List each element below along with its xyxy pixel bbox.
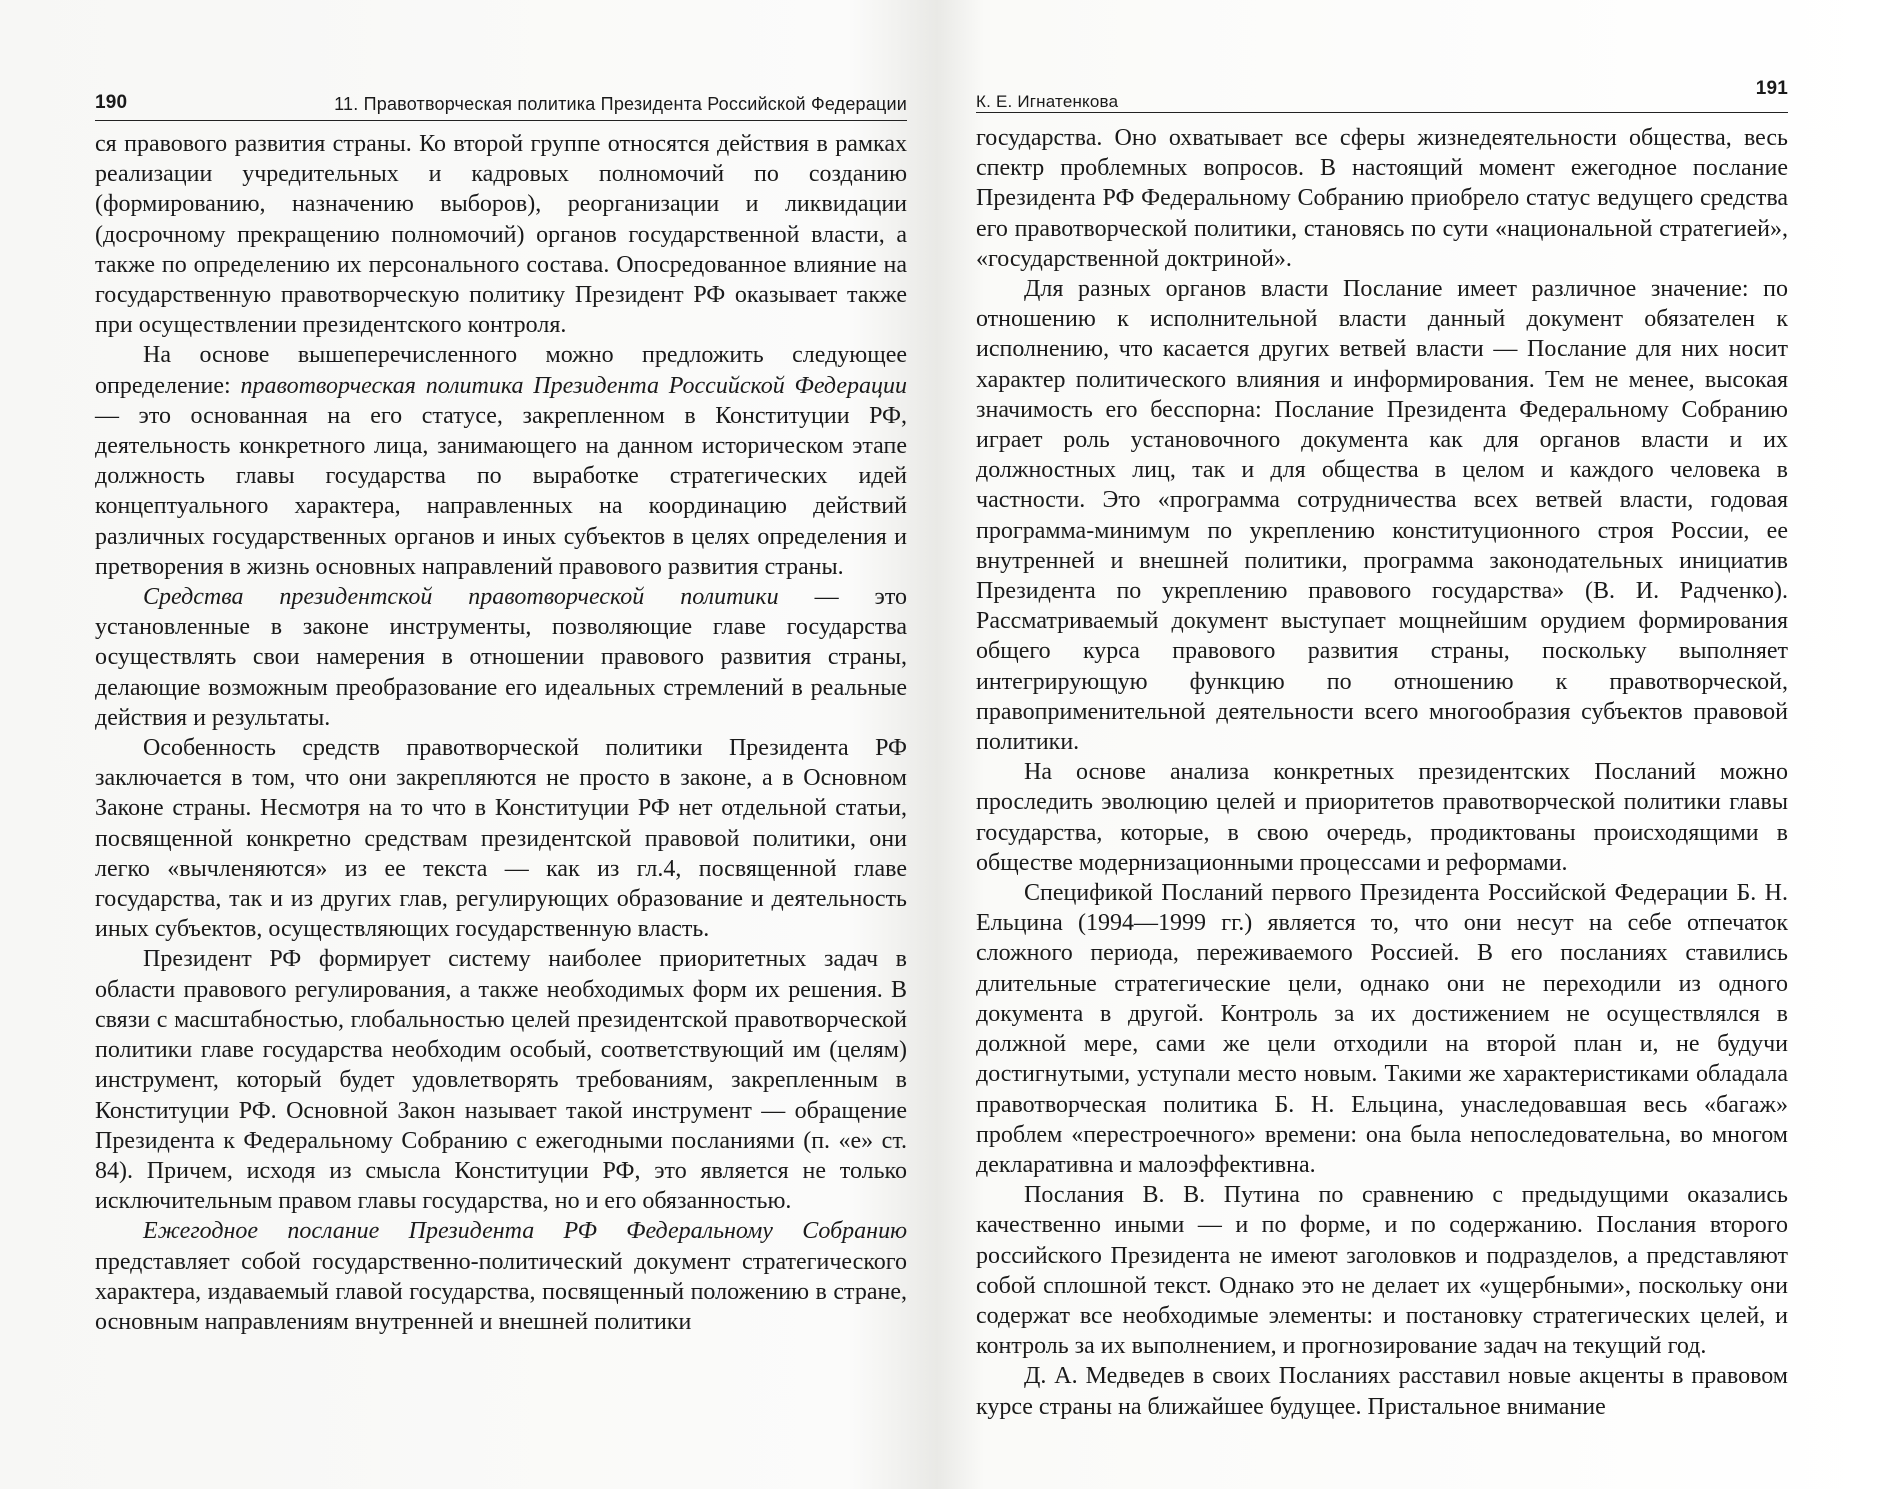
- right-running-title: К. Е. Игнатенкова: [976, 92, 1119, 111]
- defined-term: Ежегодное послание Президента РФ Федеральному Собранию: [143, 1218, 907, 1245]
- right-page-number: 191: [1755, 78, 1788, 99]
- right-page-body: [976, 123, 1788, 1422]
- right-running-head: [976, 78, 1788, 113]
- left-running-title: 11. Правотворческая политика Президента Российской Федерации: [334, 94, 907, 114]
- left-running-head: [95, 86, 907, 121]
- paragraph-text: — это основанная на его статусе, закрепленном в Конституции РФ, деятельность конкретного лица, занимающего на данном историческом этапе должность главы государства по выработке стратегических идей концептуального характера, направленных на координацию действий различных государственных органов и иных субъектов в целях определения и претворения в жизнь основных направлений правового развития страны.: [95, 402, 907, 580]
- right-paragraph-2: Для разных органов власти Послание имеет различное значение: по отношению к исполнительной власти данный документ обязателен к исполнению, что касается других ветвей власти — Послание для них носит характер политического влияния и информирования. Тем не менее, высокая значимость его бесспорна: Послание Президента Федеральному Собранию играет роль установочного документа как для органов власти и их должностных лиц, так и для общества в целом и каждого человека в частности. Это «программа сотрудничества всех ветвей власти, годовая программа-минимум по укреплению конституционного строя России, ее внутренней и внешней политики, программа законодательных инициатив Президента по укреплению правового государства» (В. И. Радченко). Рассматриваемый документ выступает мощнейшим орудием формирования общего курса правового развития страны, поскольку выполняет интегрирующую функцию по отношению к правотворческой, правоприменительной деятельности всего многообразия субъектов правовой политики.: [976, 276, 1788, 756]
- left-paragraph-6: [95, 1216, 907, 1337]
- left-paragraph-4: Особенность средств правотворческой политики Президента РФ заключается в том, что они закрепляются не просто в законе, а в Основном Законе страны. Несмотря на то что в Конституции РФ нет отдельной статьи, посвященной конкретно средствам президентской правовой политики, они легко «вычленяются» из ее текста — как из гл.4, посвященной главе государства, так и из других глав, регулирующих образование и деятельность иных субъектов, осуществляющих государственную власть.: [95, 735, 907, 943]
- right-paragraph-3: На основе анализа конкретных президентских Посланий можно проследить эволюцию целей и приоритетов правотворческой политики главы государства, которые, в свою очередь, продиктованы происходящими в обществе модернизационными процессами и реформами.: [976, 759, 1788, 876]
- right-paragraph-6: Д. А. Медведев в своих Посланиях расставил новые акценты в правовом курсе страны на ближайшее будущее. Пристальное внимание: [976, 1363, 1788, 1420]
- left-paragraph-2: [95, 340, 907, 582]
- left-page: [0, 0, 946, 1489]
- left-paragraph-3: [95, 582, 907, 733]
- left-page-number: 190: [95, 92, 128, 113]
- defined-term: правотворческая политика Президента Российской Федерации: [240, 372, 908, 399]
- right-paragraph-1: государства. Оно охватывает все сферы жизнедеятельности общества, весь спектр проблемных вопросов. В настоящий момент ежегодное послание Президента РФ Федеральному Собранию приобрело статус ведущего средства его правотворческой политики, становясь по сути «национальной стратегией», «государственной доктриной».: [976, 125, 1788, 272]
- left-paragraph-5: Президент РФ формирует систему наиболее приоритетных задач в области правового регулирования, а также необходимых форм их решения. В связи с масштабностью, глобальностью целей президентской правотворческой политики главе государства необходим особый, соответствующий им (целям) инструмент, который будет удовлетворять требованиям, закрепленным в Конституции РФ. Основной Закон называет такой инструмент — обращение Президента к Федеральному Собранию с ежегодными посланиями (п. «е» ст. 84). Причем, исходя из смысла Конституции РФ, это является не только исключительным правом главы государства, но и его обязанностью.: [95, 946, 907, 1215]
- paragraph-lead: На основе вышеперечисленного можно предложить следующее определение:: [95, 342, 907, 399]
- right-paragraph-4: Спецификой Посланий первого Президента Российской Федерации Б. Н. Ельцина (1994—1999 гг.) является то, что они несут на себе отпечаток сложного периода, переживаемого Россией. В его посланиях ставились длительные стратегические цели, однако они не переходили из одного документа в другой. Контроль за их достижением не осуществлялся в должной мере, сами же цели отходили на второй план и, не будучи достигнутыми, уступали место новым. Такими же характеристиками обладала правотворческая политика Б. Н. Ельцина, унаследовавшая весь «багаж» проблем «перестроечного» времени: она была непоследовательна, во многом декларативна и малоэффективна.: [976, 880, 1788, 1178]
- right-paragraph-5: Послания В. В. Путина по сравнению с предыдущими оказались качественно иными — и по форме, и по содержанию. Послания второго российского Президента не имеют заголовков и подразделов, а представляют собой сплошной текст. Однако это не делает их «ущербными», поскольку они содержат все необходимые элементы: и постановку стратегических целей, и контроль за их выполнением, и прогнозирование задач на текущий год.: [976, 1182, 1788, 1360]
- paragraph-text: — это установленные в законе инструменты, позволяющие главе государства осуществлять свои намерения в отношении правового развития страны, делающие возможным преобразование его идеальных стремлений в реальные действия и результаты.: [95, 584, 907, 731]
- defined-term: Средства президентской правотворческой политики: [143, 584, 779, 611]
- left-paragraph-1: ся правового развития страны. Ко второй группе относятся действия в рамках реализации учредительных и кадровых полномочий по созданию (формированию, назначению выборов), реорганизации и ликвидации (досрочному прекращению полномочий) органов государственной власти, а также по определению их персонального состава. Опосредованное влияние на государственную правотворческую политику Президент РФ оказывает также при осуществлении президентского контроля.: [95, 131, 907, 339]
- left-page-body: [95, 129, 907, 1337]
- paragraph-text: представляет собой государственно-политический документ стратегического характера, издаваемый главой государства, посвященный положению в стране, основным направлениям внутренней и внешней политики: [95, 1248, 907, 1335]
- right-page: [946, 0, 1893, 1489]
